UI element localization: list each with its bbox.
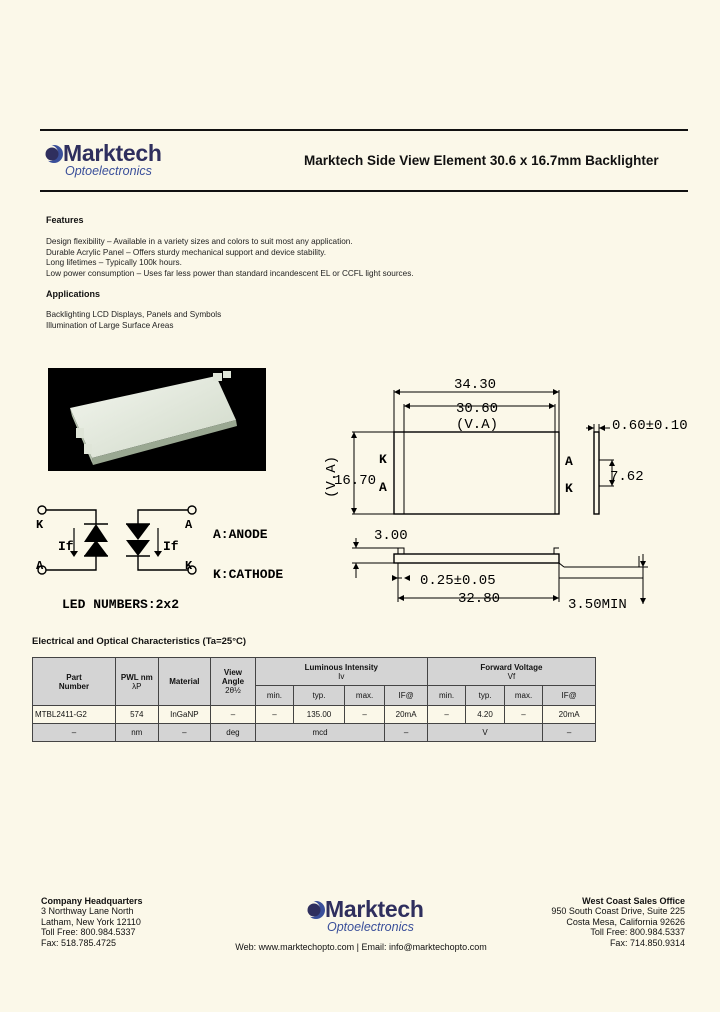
cell-iv-max: – — [344, 706, 385, 724]
wc-line: Fax: 714.850.9314 — [609, 937, 685, 948]
pin-k-label: K — [379, 452, 387, 467]
unit-material: – — [158, 724, 211, 742]
logo-tagline: Optoelectronics — [65, 164, 152, 178]
footer-logo-tagline: Optoelectronics — [327, 920, 414, 934]
cell-part: MTBL2411-G2 — [33, 706, 116, 724]
hq-address — [41, 896, 143, 948]
swoosh-icon — [42, 143, 64, 165]
dim-total-width: 34.30 — [454, 377, 497, 393]
table-header-row — [33, 658, 596, 686]
sub-typ: typ. — [294, 686, 345, 706]
col-luminous: Luminous Intensity Iv — [255, 658, 427, 686]
cell-view: – — [211, 706, 256, 724]
dim-va-label: (V.A) — [456, 417, 499, 433]
wc-title: West Coast Sales Office — [582, 896, 685, 906]
features-list — [46, 237, 646, 279]
dim-pin-width: 0.25±0.05 — [420, 573, 496, 589]
sub-if: IF@ — [543, 686, 596, 706]
col-forward-voltage: Forward Voltage Vf — [427, 658, 595, 686]
col-part: Part Number — [33, 658, 116, 706]
west-coast-address — [500, 896, 685, 948]
unit-iv-if: – — [385, 724, 428, 742]
page-title: Marktech Side View Element 30.6 x 16.7mm Backlighter — [304, 153, 659, 168]
logo-wordmark: Marktech — [63, 140, 162, 166]
dim-thickness: 0.60±0.10 — [612, 418, 688, 434]
col-pwl: PWL nm λP — [116, 658, 159, 706]
wc-line: Toll Free: 800.984.5337 — [590, 927, 685, 938]
applications-heading: Applications — [46, 289, 101, 299]
cell-vf-max: – — [504, 706, 542, 724]
schematic-if-right: If — [163, 539, 179, 554]
cell-iv-typ: 135.00 — [294, 706, 345, 724]
sub-min: min. — [255, 686, 293, 706]
dim-height: 16.70 — [334, 473, 377, 489]
sub-max: max. — [504, 686, 542, 706]
unit-part: – — [33, 724, 116, 742]
cell-vf-typ: 4.20 — [466, 706, 504, 724]
product-photo — [48, 368, 266, 471]
web-email-line: Web: www.marktechopto.com | Email: info@marktechopto.com — [235, 942, 487, 952]
side-a-label: A — [565, 454, 573, 469]
schematic-k-left: K — [36, 518, 44, 532]
led-schematic — [28, 498, 298, 613]
cell-iv-min: – — [255, 706, 293, 724]
hq-line: Latham, New York 12110 — [41, 916, 141, 927]
header-rule — [40, 190, 688, 192]
table-units-row — [33, 724, 596, 742]
unit-vf: V — [427, 724, 542, 742]
list-item: Low power consumption – Uses far less power than standard incandescent EL or CCFL light sources. — [46, 268, 414, 278]
cell-pwl: 574 — [116, 706, 159, 724]
schematic-a-right: A — [185, 518, 193, 532]
swoosh-icon — [304, 899, 326, 921]
hq-line: Toll Free: 800.984.5337 — [41, 927, 136, 938]
sub-max: max. — [344, 686, 385, 706]
top-rule — [40, 129, 688, 131]
dimension-drawing — [318, 372, 690, 612]
spec-table — [32, 657, 596, 742]
hq-title: Company Headquarters — [41, 896, 143, 906]
header-logo — [40, 140, 180, 182]
list-item: Design flexibility – Available in a variety sizes and colors to suit most any application. — [46, 237, 353, 246]
led-numbers-label: LED NUMBERS:2x2 — [62, 597, 180, 612]
footer-logo-wordmark: Marktech — [325, 896, 424, 922]
cell-vf-min: – — [427, 706, 465, 724]
cathode-legend: K:CATHODE — [213, 567, 284, 582]
col-view-angle: View Angle 2θ½ — [211, 658, 256, 706]
unit-view: deg — [211, 724, 256, 742]
unit-iv: mcd — [255, 724, 385, 742]
cell-iv-if: 20mA — [385, 706, 428, 724]
list-item: Long lifetimes – Typically 100k hours. — [46, 258, 182, 267]
list-item: Backlighting LCD Displays, Panels and Symbols — [46, 310, 222, 319]
footer-logo — [302, 896, 442, 938]
list-item: Illumination of Large Surface Areas — [46, 320, 174, 330]
unit-vf-if: – — [543, 724, 596, 742]
sub-typ: typ. — [466, 686, 504, 706]
dim-va-vertical: (V.A) — [324, 455, 340, 498]
list-item: Durable Acrylic Panel – Offers sturdy mechanical support and device stability. — [46, 247, 327, 257]
features-heading: Features — [46, 215, 84, 225]
wc-line: Costa Mesa, California 92626 — [566, 916, 685, 927]
dim-side-height: 3.00 — [374, 528, 408, 544]
unit-pwl: nm — [116, 724, 159, 742]
wc-line: 950 South Coast Drive, Suite 225 — [551, 906, 685, 917]
hq-line: 3 Northway Lane North — [41, 906, 134, 917]
schematic-a-left: A — [36, 559, 44, 573]
dim-va-width: 30.60 — [456, 401, 499, 417]
hq-line: Fax: 518.785.4725 — [41, 937, 117, 948]
cell-material: InGaNP — [158, 706, 211, 724]
dim-min-length: 3.50MIN — [568, 597, 627, 612]
schematic-k-right: K — [185, 559, 193, 573]
anode-legend: A:ANODE — [213, 527, 268, 542]
cell-vf-if: 20mA — [543, 706, 596, 724]
sub-min: min. — [427, 686, 465, 706]
applications-list — [46, 310, 646, 331]
table-row — [33, 706, 596, 724]
col-material: Material — [158, 658, 211, 706]
pin-a-label: A — [379, 480, 387, 495]
schematic-if-left: If — [58, 539, 74, 554]
dim-pin-span: 32.80 — [458, 591, 501, 607]
dim-pin-pitch: 7.62 — [610, 469, 644, 485]
side-k-label: K — [565, 481, 573, 496]
sub-if: IF@ — [385, 686, 428, 706]
table-title: Electrical and Optical Characteristics (Ta=25°C) — [32, 636, 247, 647]
